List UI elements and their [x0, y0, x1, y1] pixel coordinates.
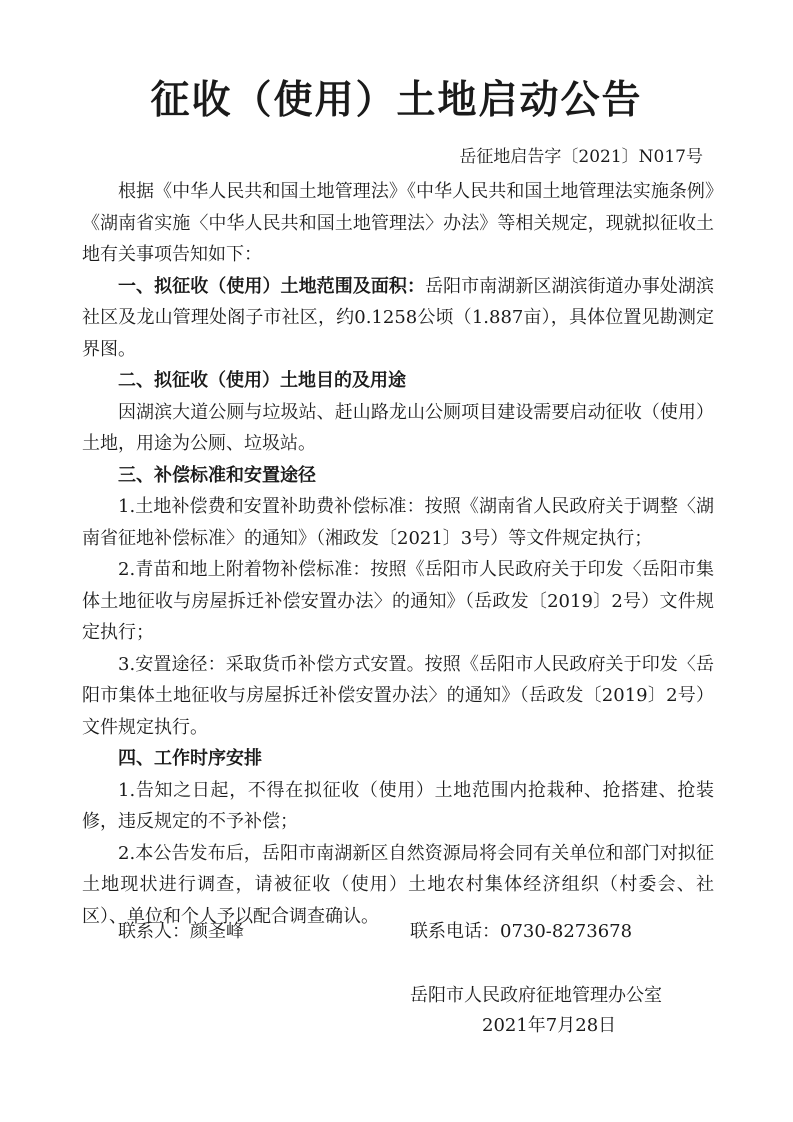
section-4-item: 2.本公告发布后，岳阳市南湖新区自然资源局将会同有关单位和部门对拟征土地现状进行调查，请被征收（使用）土地农村集体经济组织（村委会、社区）、单位和个人予以配合调查确认。: [82, 842, 714, 927]
notice-body: [82, 176, 714, 932]
section-3-item: 1.土地补偿费和安置补助费补偿标准：按照《湖南省人民政府关于调整〈湖南省征地补偿标准〉的通知》（湘政发〔2021〕3号）等文件规定执行；: [82, 496, 714, 549]
section-2-text: 因湖滨大道公厕与垃圾站、赶山路龙山公厕项目建设需要启动征收（使用）土地，用途为公厕、垃圾站。: [82, 401, 714, 454]
contact-person: 联系人：颜圣峰: [118, 921, 244, 942]
signing-organization: 岳阳市人民政府征地管理办公室: [410, 985, 662, 1006]
section-1-text: 岳阳市南湖新区湖滨街道办事处湖滨社区及龙山管理处阁子市社区，约0.1258公顷（1.887亩），具体位置见勘测定界图。: [82, 275, 714, 360]
document-number: 岳征地启告字〔2021〕N017号: [459, 147, 703, 167]
intro-paragraph: 根据《中华人民共和国土地管理法》《中华人民共和国土地管理法实施条例》《湖南省实施〈中华人民共和国土地管理法〉办法》等相关规定，现就拟征收土地有关事项告知如下：: [82, 181, 714, 265]
section-1-heading: 一、拟征收（使用）土地范围及面积：: [118, 275, 426, 297]
page-title: 征收（使用）土地启动公告: [150, 78, 643, 123]
section-4-item: 1.告知之日起，不得在拟征收（使用）土地范围内抢栽种、抢搭建、抢装修，违反规定的不予补偿；: [82, 779, 714, 832]
section-1: [82, 271, 714, 366]
section-3-heading: 三、补偿标准和安置途径: [118, 464, 316, 486]
contact-phone: 联系电话：0730-8273678: [410, 921, 633, 942]
section-4-heading: 四、工作时序安排: [118, 748, 262, 769]
section-3-item: 3.安置途径：采取货币补偿方式安置。按照《岳阳市人民政府关于印发〈岳阳市集体土地征收与房屋拆迁补偿安置办法〉的通知》（岳政发〔2019〕2号）文件规定执行。: [82, 653, 714, 738]
section-2-heading: 二、拟征收（使用）土地目的及用途: [118, 370, 406, 391]
signing-date: 2021年7月28日: [482, 1015, 617, 1036]
section-3-item: 2.青苗和地上附着物补偿标准：按照《岳阳市人民政府关于印发〈岳阳市集体土地征收与房屋拆迁补偿安置办法〉的通知》（岳政发〔2019〕2号）文件规定执行；: [82, 559, 714, 643]
